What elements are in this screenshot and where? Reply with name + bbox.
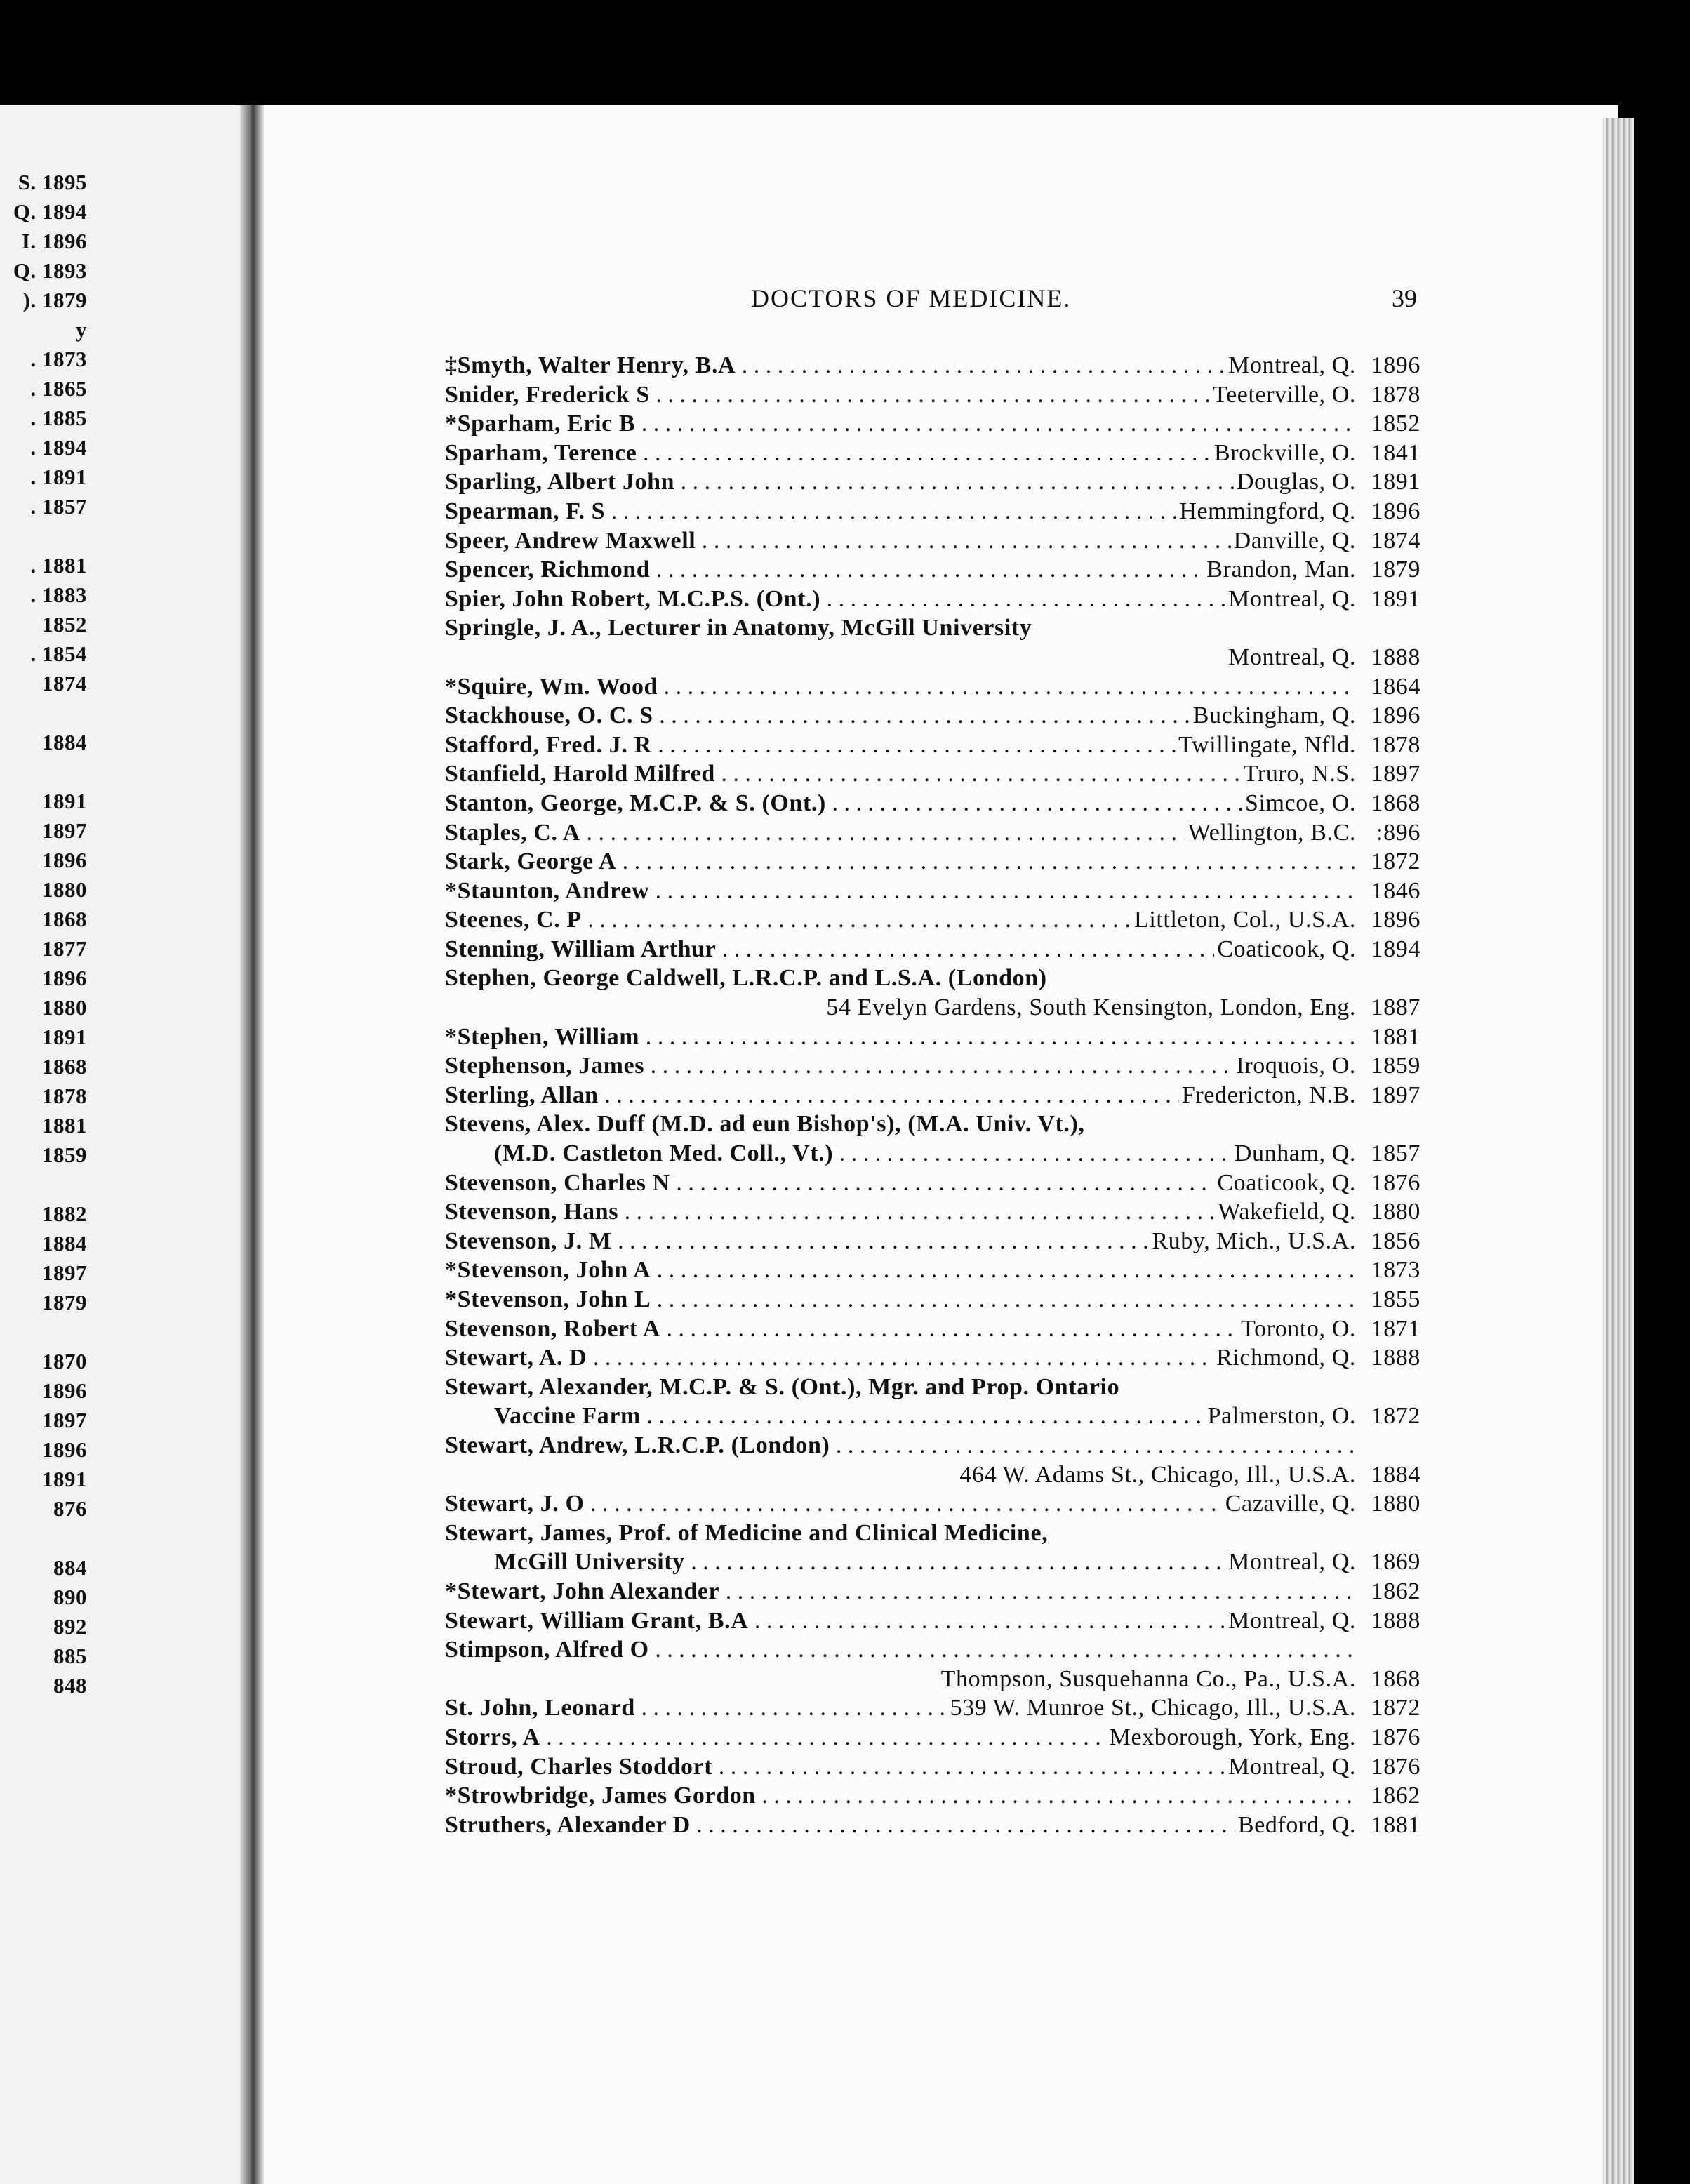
entry-name-text: *Staunton, Andrew <box>445 877 650 904</box>
entry-year: 1876 <box>1371 1169 1420 1196</box>
left-page-fragment: . 1885 <box>30 406 87 430</box>
entry-name <box>445 877 1356 906</box>
entry-line <box>445 847 1420 877</box>
entry-place: Douglas, O. <box>1234 467 1356 497</box>
left-page-fragment: 1884 <box>42 730 87 754</box>
entry-name-text: Springle, J. A., Lecturer in Anatomy, McGill University <box>445 615 1032 641</box>
entry-place: Coaticook, Q. <box>1214 1168 1356 1198</box>
entry-line <box>445 643 1420 672</box>
entry-place: Montreal, Q. <box>1225 1547 1356 1577</box>
left-page-fragment: . 1894 <box>30 435 87 460</box>
entry-place: Montreal, Q. <box>1225 351 1356 380</box>
entry-line <box>445 1547 1420 1577</box>
entry-name-text: Spencer, Richmond <box>445 557 651 583</box>
entry-name <box>445 526 1356 556</box>
entry-name-text: Staples, C. A <box>445 819 580 846</box>
entry-year: 1869 <box>1371 1549 1420 1576</box>
entry-line <box>445 1314 1420 1344</box>
entry-line <box>445 1665 1420 1694</box>
entry-line <box>445 467 1420 497</box>
entry-place: Danville, Q. <box>1231 526 1356 556</box>
entry-name-text: Stevenson, Charles N <box>445 1169 670 1196</box>
left-page-fragment: I. 1896 <box>21 229 87 253</box>
entry-name-text: *Strowbridge, James Gordon <box>445 1783 756 1809</box>
entry-name-text: Speer, Andrew Maxwell <box>445 527 696 554</box>
entry-year: 1897 <box>1371 1081 1420 1108</box>
entry-year: 1896 <box>1371 703 1420 729</box>
entry-year: 1841 <box>1371 439 1420 466</box>
entry-year: 1880 <box>1371 1491 1420 1517</box>
entry-name <box>445 613 1356 643</box>
entry-name-text: Stevenson, Robert A <box>445 1315 661 1342</box>
entry-year: 1864 <box>1371 673 1420 700</box>
entry-line <box>445 1635 1420 1665</box>
left-page-fragment: 1882 <box>42 1201 87 1226</box>
entry-line <box>445 439 1420 468</box>
entry-line <box>445 1023 1420 1052</box>
left-page-fragment: 1881 <box>42 1113 87 1138</box>
left-page-fragment: 1897 <box>42 1408 87 1432</box>
entry-name <box>445 1256 1356 1285</box>
entry-line <box>445 1285 1420 1314</box>
entry-place: 464 W. Adams St., Chicago, Ill., U.S.A. <box>957 1460 1356 1490</box>
entry-year: 1874 <box>1371 527 1420 554</box>
entry-year: 1894 <box>1371 935 1420 962</box>
entry-name-text: Sterling, Allan <box>445 1081 599 1108</box>
entry-line <box>445 585 1420 614</box>
left-page-fragment: Q. 1893 <box>13 258 87 283</box>
entry-line <box>445 497 1420 526</box>
left-page-fragment: 890 <box>53 1585 87 1609</box>
entry-line <box>445 1723 1420 1752</box>
left-page-fragment: 1859 <box>42 1143 87 1167</box>
entry-name-text: Spearman, F. S <box>445 498 606 524</box>
left-page-fragment: 892 <box>53 1614 87 1639</box>
entry-line <box>445 789 1420 818</box>
entry-name-text: Stroud, Charles Stoddort <box>445 1753 713 1780</box>
entry-place: Richmond, Q. <box>1213 1343 1356 1373</box>
entry-name <box>445 964 1356 993</box>
entry-year: 1878 <box>1371 381 1420 408</box>
entry-place: Teeterville, O. <box>1210 380 1356 410</box>
left-page-fragment: 885 <box>53 1644 87 1668</box>
entry-name-text: St. John, Leonard <box>445 1695 635 1722</box>
left-page-fragment: Q. 1894 <box>13 199 87 224</box>
entry-place: Wellington, B.C. <box>1185 818 1356 848</box>
entry-year: 1888 <box>1371 1345 1420 1371</box>
entry-name-text: Stackhouse, O. C. S <box>445 703 653 729</box>
entry-place: Montreal, Q. <box>1225 1606 1356 1636</box>
entry-place: Iroquois, O. <box>1233 1051 1356 1081</box>
entry-line <box>445 555 1420 585</box>
left-page-fragment: 1880 <box>42 995 87 1020</box>
entry-year: 1859 <box>1371 1053 1420 1079</box>
left-page-fragment: y <box>76 317 87 342</box>
entry-name-text: Stephenson, James <box>445 1053 645 1079</box>
entry-name-text: Stewart, A. D <box>445 1345 587 1371</box>
entry-name <box>445 1752 1356 1782</box>
entry-line <box>445 759 1420 789</box>
entry-line <box>445 1431 1420 1460</box>
left-page-fragment: . 1865 <box>30 376 87 401</box>
entry-name-text: *Sparham, Eric B <box>445 411 636 437</box>
entry-year: 1873 <box>1371 1257 1420 1284</box>
left-page-fragment: . 1854 <box>30 641 87 666</box>
entry-year: 1888 <box>1371 644 1420 670</box>
entry-year: 1888 <box>1371 1607 1420 1634</box>
entry-line <box>445 1693 1420 1723</box>
left-page-fragment: . 1857 <box>30 494 87 519</box>
entry-year: 1876 <box>1371 1753 1420 1780</box>
entry-line <box>445 409 1420 439</box>
entry-name <box>445 467 1356 497</box>
left-page-fragment: 1878 <box>42 1084 87 1108</box>
entry-line <box>445 1110 1420 1139</box>
entry-name-text: *Stevenson, John A <box>445 1257 651 1284</box>
entry-year: 1846 <box>1371 877 1420 904</box>
entry-line <box>445 905 1420 935</box>
entry-year: 1862 <box>1371 1783 1420 1809</box>
entry-place: 539 W. Munroe St., Chicago, Ill., U.S.A. <box>947 1693 1356 1723</box>
left-page-fragment: 1868 <box>42 1054 87 1079</box>
left-page-fragment: 1877 <box>42 936 87 961</box>
entry-place: 54 Evelyn Gardens, South Kensington, London, Eng. <box>823 993 1356 1023</box>
entry-place: Thompson, Susquehanna Co., Pa., U.S.A. <box>938 1665 1356 1694</box>
entry-year: 1856 <box>1371 1227 1420 1254</box>
entry-name <box>494 1139 1356 1168</box>
entry-name-text: Stanton, George, M.C.P. & S. (Ont.) <box>445 790 826 816</box>
entry-name-text: *Squire, Wm. Wood <box>445 673 658 700</box>
entry-line <box>445 1197 1420 1227</box>
left-page-fragment: 1896 <box>42 966 87 990</box>
entry-name-text: Stewart, James, Prof. of Medicine and Clinical Medicine, <box>445 1519 1049 1546</box>
entry-year: :896 <box>1376 819 1420 846</box>
entry-year: 1896 <box>1371 352 1420 378</box>
entry-name <box>445 1781 1356 1811</box>
entry-name <box>445 759 1356 789</box>
entry-place: Wakefield, Q. <box>1215 1197 1356 1227</box>
entry-line <box>445 1227 1420 1256</box>
entry-line <box>445 1811 1420 1840</box>
entry-name-text: Stevenson, J. M <box>445 1227 612 1254</box>
entry-name <box>445 409 1356 439</box>
entry-name <box>445 1023 1356 1052</box>
entry-name-text: *Stevenson, John L <box>445 1286 651 1312</box>
entry-place: Simcoe, O. <box>1242 789 1356 818</box>
left-page-fragment: 876 <box>53 1496 87 1521</box>
entry-year: 1880 <box>1371 1199 1420 1225</box>
entry-place: Coaticook, Q. <box>1214 935 1356 964</box>
entry-year: 1855 <box>1371 1286 1420 1312</box>
entry-line <box>445 964 1420 993</box>
entry-place: Truro, N.S. <box>1241 759 1356 789</box>
entry-year: 1896 <box>1371 907 1420 933</box>
left-page-fragment: 1896 <box>42 1378 87 1403</box>
entry-name-text: Snider, Frederick S <box>445 381 650 408</box>
entry-name-text: Stewart, Andrew, L.R.C.P. (London) <box>445 1432 830 1458</box>
entry-year: 1868 <box>1371 1665 1420 1692</box>
entry-place: Montreal, Q. <box>1225 1752 1356 1782</box>
entry-name-text: Struthers, Alexander D <box>445 1811 691 1838</box>
entry-year: 1852 <box>1371 411 1420 437</box>
entry-line <box>445 672 1420 702</box>
entry-place: Montreal, Q. <box>1225 643 1356 672</box>
left-page-fragment: 1896 <box>42 1437 87 1462</box>
entry-name-text: Stevenson, Hans <box>445 1199 619 1225</box>
page-number: 39 <box>1392 284 1417 312</box>
entry-name <box>445 1373 1356 1402</box>
left-page-fragment: 1852 <box>42 612 87 637</box>
entry-year: 1868 <box>1371 790 1420 816</box>
entry-line <box>445 1460 1420 1490</box>
entry-place: Buckingham, Q. <box>1190 701 1356 731</box>
entry-year: 1878 <box>1371 731 1420 758</box>
entry-line <box>445 1606 1420 1636</box>
entry-name-text: Stark, George A <box>445 848 617 875</box>
left-page-fragment: 1897 <box>42 818 87 843</box>
entry-year: 1884 <box>1371 1461 1420 1488</box>
running-head: DOCTORS OF MEDICINE. <box>751 284 1072 312</box>
left-page-fragment: . 1883 <box>30 582 87 607</box>
entry-line <box>445 731 1420 760</box>
entry-name-text: Vaccine Farm <box>494 1403 641 1430</box>
entry-year: 1881 <box>1371 1023 1420 1050</box>
left-page-fragment: . 1881 <box>30 553 87 578</box>
entry-line <box>445 701 1420 731</box>
entry-line <box>445 1343 1420 1373</box>
entry-name-text: Stenning, William Arthur <box>445 935 717 962</box>
entry-year: 1887 <box>1371 994 1420 1021</box>
entry-name-text: Stewart, Alexander, M.C.P. & S. (Ont.), Mgr. and Prop. Ontario <box>445 1373 1120 1400</box>
entry-line <box>445 1081 1420 1110</box>
entry-name-text: McGill University <box>494 1549 685 1576</box>
entry-line <box>445 1489 1420 1519</box>
entry-name-text: Storrs, A <box>445 1724 540 1750</box>
entry-year: 1872 <box>1371 848 1420 875</box>
left-page-fragment: 848 <box>53 1673 87 1698</box>
entry-name-text: *Stewart, John Alexander <box>445 1578 720 1604</box>
entry-year: 1896 <box>1371 498 1420 524</box>
entry-line <box>445 1781 1420 1811</box>
entry-year: 1891 <box>1371 469 1420 495</box>
entry-name <box>445 1811 1356 1840</box>
entry-name <box>445 789 1356 818</box>
entry-line <box>445 380 1420 410</box>
entry-line <box>445 351 1420 380</box>
entry-year: 1872 <box>1371 1695 1420 1722</box>
left-facing-page <box>0 105 257 2184</box>
entry-place: Cazaville, Q. <box>1223 1489 1356 1519</box>
left-page-fragment: 1874 <box>42 671 87 695</box>
entry-name-text: ‡Smyth, Walter Henry, B.A <box>445 352 736 378</box>
left-page-fragment: 1891 <box>42 1025 87 1049</box>
entry-line <box>445 1256 1420 1285</box>
entry-year: 1897 <box>1371 761 1420 787</box>
left-page-fragment: 884 <box>53 1555 87 1580</box>
entry-year: 1881 <box>1371 1811 1420 1838</box>
entry-line <box>445 1051 1420 1081</box>
entry-name-text: Sparling, Albert John <box>445 469 675 495</box>
entry-name <box>445 1285 1356 1314</box>
entry-place: Bedford, Q. <box>1235 1811 1356 1840</box>
entry-name <box>445 1635 1356 1665</box>
entry-year: 1857 <box>1371 1140 1420 1167</box>
entry-line <box>445 1139 1420 1168</box>
entry-line <box>445 877 1420 906</box>
entry-place: Brockville, O. <box>1211 439 1356 468</box>
entry-line <box>445 1577 1420 1606</box>
entry-place: Montreal, Q. <box>1225 585 1356 614</box>
left-page-fragment: 1891 <box>42 789 87 813</box>
entry-name-text: Steenes, C. P <box>445 907 582 933</box>
entry-line <box>445 1168 1420 1198</box>
entry-year: 1876 <box>1371 1724 1420 1750</box>
entry-name <box>445 1519 1356 1548</box>
entry-name-text: Spier, John Robert, M.C.P.S. (Ont.) <box>445 585 821 612</box>
entry-name-text: Stewart, William Grant, B.A <box>445 1607 749 1634</box>
entry-line <box>445 1519 1420 1548</box>
book-gutter <box>240 105 264 2184</box>
entry-name-text: Stewart, J. O <box>445 1491 585 1517</box>
entry-year: 1879 <box>1371 557 1420 583</box>
entry-name <box>445 351 1356 380</box>
entry-place: Littleton, Col., U.S.A. <box>1131 905 1356 935</box>
left-page-fragment: 1880 <box>42 877 87 902</box>
directory-entries <box>445 351 1420 1839</box>
left-page-fragment: 1896 <box>42 848 87 872</box>
left-page-fragment: 1868 <box>42 907 87 931</box>
entry-name <box>445 847 1356 877</box>
entry-name-text: Stimpson, Alfred O <box>445 1637 649 1663</box>
entry-place: Hemmingford, Q. <box>1176 497 1356 526</box>
entry-name-text: Stafford, Fred. J. R <box>445 731 652 758</box>
entry-place: Dunham, Q. <box>1232 1139 1356 1168</box>
entry-name <box>445 585 1356 614</box>
entry-year: 1862 <box>1371 1578 1420 1604</box>
entry-year: 1872 <box>1371 1403 1420 1430</box>
entry-line <box>445 818 1420 848</box>
entry-line <box>445 526 1420 556</box>
entry-place: Ruby, Mich., U.S.A. <box>1149 1227 1356 1256</box>
entry-name <box>445 672 1356 702</box>
entry-year: 1871 <box>1371 1315 1420 1342</box>
entry-name-text: *Stephen, William <box>445 1023 640 1050</box>
entry-line <box>445 1373 1420 1402</box>
entry-name-text: Stanfield, Harold Milfred <box>445 761 715 787</box>
page-edges <box>1603 118 1634 2184</box>
entry-name <box>445 1577 1356 1606</box>
entry-name <box>445 1110 1356 1139</box>
entry-name-text: Stephen, George Caldwell, L.R.C.P. and L.S.A. (London) <box>445 965 1047 992</box>
left-page-fragment: 1897 <box>42 1260 87 1285</box>
entry-place: Brandon, Man. <box>1204 555 1356 585</box>
entry-name <box>445 1314 1356 1344</box>
left-page-fragment: 1891 <box>42 1467 87 1491</box>
entry-place: Toronto, O. <box>1238 1314 1356 1344</box>
left-page-fragment: S. 1895 <box>18 170 87 194</box>
entry-year: 1891 <box>1371 585 1420 612</box>
entry-name-text: (M.D. Castleton Med. Coll., Vt.) <box>494 1140 834 1167</box>
entry-name <box>445 1051 1356 1081</box>
left-page-fragment: 1879 <box>42 1290 87 1314</box>
entry-place: Palmerston, O. <box>1205 1401 1356 1431</box>
entry-line <box>445 613 1420 643</box>
entry-name <box>445 1606 1356 1636</box>
entry-name-text: Sparham, Terence <box>445 439 637 466</box>
left-page-fragment: . 1873 <box>30 347 87 371</box>
entry-line <box>445 993 1420 1023</box>
entry-line <box>445 1401 1420 1431</box>
left-page-fragment: 1884 <box>42 1231 87 1256</box>
left-page-fragment: 1870 <box>42 1349 87 1373</box>
left-page-fragment: ). 1879 <box>22 288 87 312</box>
entry-name <box>445 1431 1356 1460</box>
entry-line <box>445 935 1420 964</box>
entry-name-text: Stevens, Alex. Duff (M.D. ad eun Bishop's), (M.A. Univ. Vt.), <box>445 1111 1085 1138</box>
entry-name <box>445 1489 1356 1519</box>
entry-place: Mexborough, York, Eng. <box>1107 1723 1356 1752</box>
entry-line <box>445 1752 1420 1782</box>
entry-place: Fredericton, N.B. <box>1179 1081 1356 1110</box>
entry-place: Twillingate, Nfld. <box>1176 731 1356 760</box>
left-page-fragment: . 1891 <box>30 465 87 489</box>
